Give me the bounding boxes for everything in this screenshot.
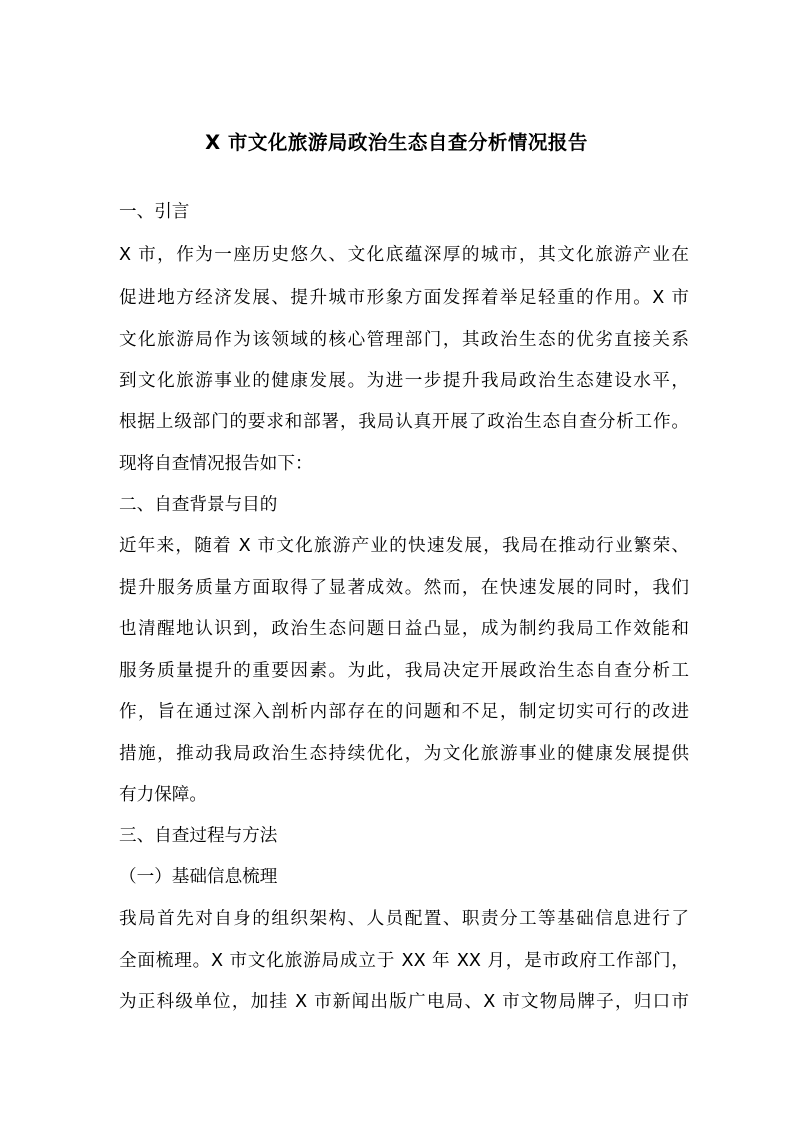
paragraph-line: 我局首先对自身的组织架构、人员配置、职责分工等基础信息进行了 bbox=[119, 909, 689, 929]
heading-background-purpose: 二、自查背景与目的 bbox=[119, 495, 278, 515]
paragraph-line: 也清醒地认识到，政治生态问题日益凸显，成为制约我局工作效能和 bbox=[119, 619, 689, 639]
paragraph-line: 措施，推动我局政治生态持续优化，为文化旅游事业的健康发展提供 bbox=[119, 744, 689, 764]
paragraph-line: 为正科级单位，加挂 X 市新闻出版广电局、X 市文物局牌子，归口市 bbox=[119, 992, 689, 1012]
paragraph-line: 根据上级部门的要求和部署，我局认真开展了政治生态自查分析工作。 bbox=[119, 412, 689, 432]
paragraph-line: 文化旅游局作为该领域的核心管理部门，其政治生态的优劣直接关系 bbox=[119, 330, 689, 350]
heading-introduction: 一、引言 bbox=[119, 202, 190, 222]
paragraph-line: 有力保障。 bbox=[119, 785, 207, 805]
paragraph-line: 到文化旅游事业的健康发展。为进一步提升我局政治生态建设水平， bbox=[119, 371, 689, 391]
paragraph-line: 全面梳理。X 市文化旅游局成立于 XX 年 XX 月，是市政府工作部门， bbox=[119, 951, 689, 971]
paragraph-line: 提升服务质量方面取得了显著成效。然而，在快速发展的同时，我们 bbox=[119, 578, 689, 598]
paragraph-line: 促进地方经济发展、提升城市形象方面发挥着举足轻重的作用。X 市 bbox=[119, 288, 689, 308]
paragraph-line: X 市，作为一座历史悠久、文化底蕴深厚的城市，其文化旅游产业在 bbox=[119, 245, 689, 265]
paragraph-line: 现将自查情况报告如下： bbox=[119, 454, 313, 474]
paragraph-line: 作，旨在通过深入剖析内部存在的问题和不足，制定切实可行的改进 bbox=[119, 702, 689, 722]
subheading-basic-info: （一）基础信息梳理 bbox=[119, 867, 278, 887]
document-title: X 市文化旅游局政治生态自查分析情况报告 bbox=[205, 131, 588, 154]
paragraph-line: 服务质量提升的重要因素。为此，我局决定开展政治生态自查分析工 bbox=[119, 661, 689, 681]
heading-process-method: 三、自查过程与方法 bbox=[119, 826, 278, 846]
paragraph-line: 近年来，随着 X 市文化旅游产业的快速发展，我局在推动行业繁荣、 bbox=[119, 536, 689, 556]
